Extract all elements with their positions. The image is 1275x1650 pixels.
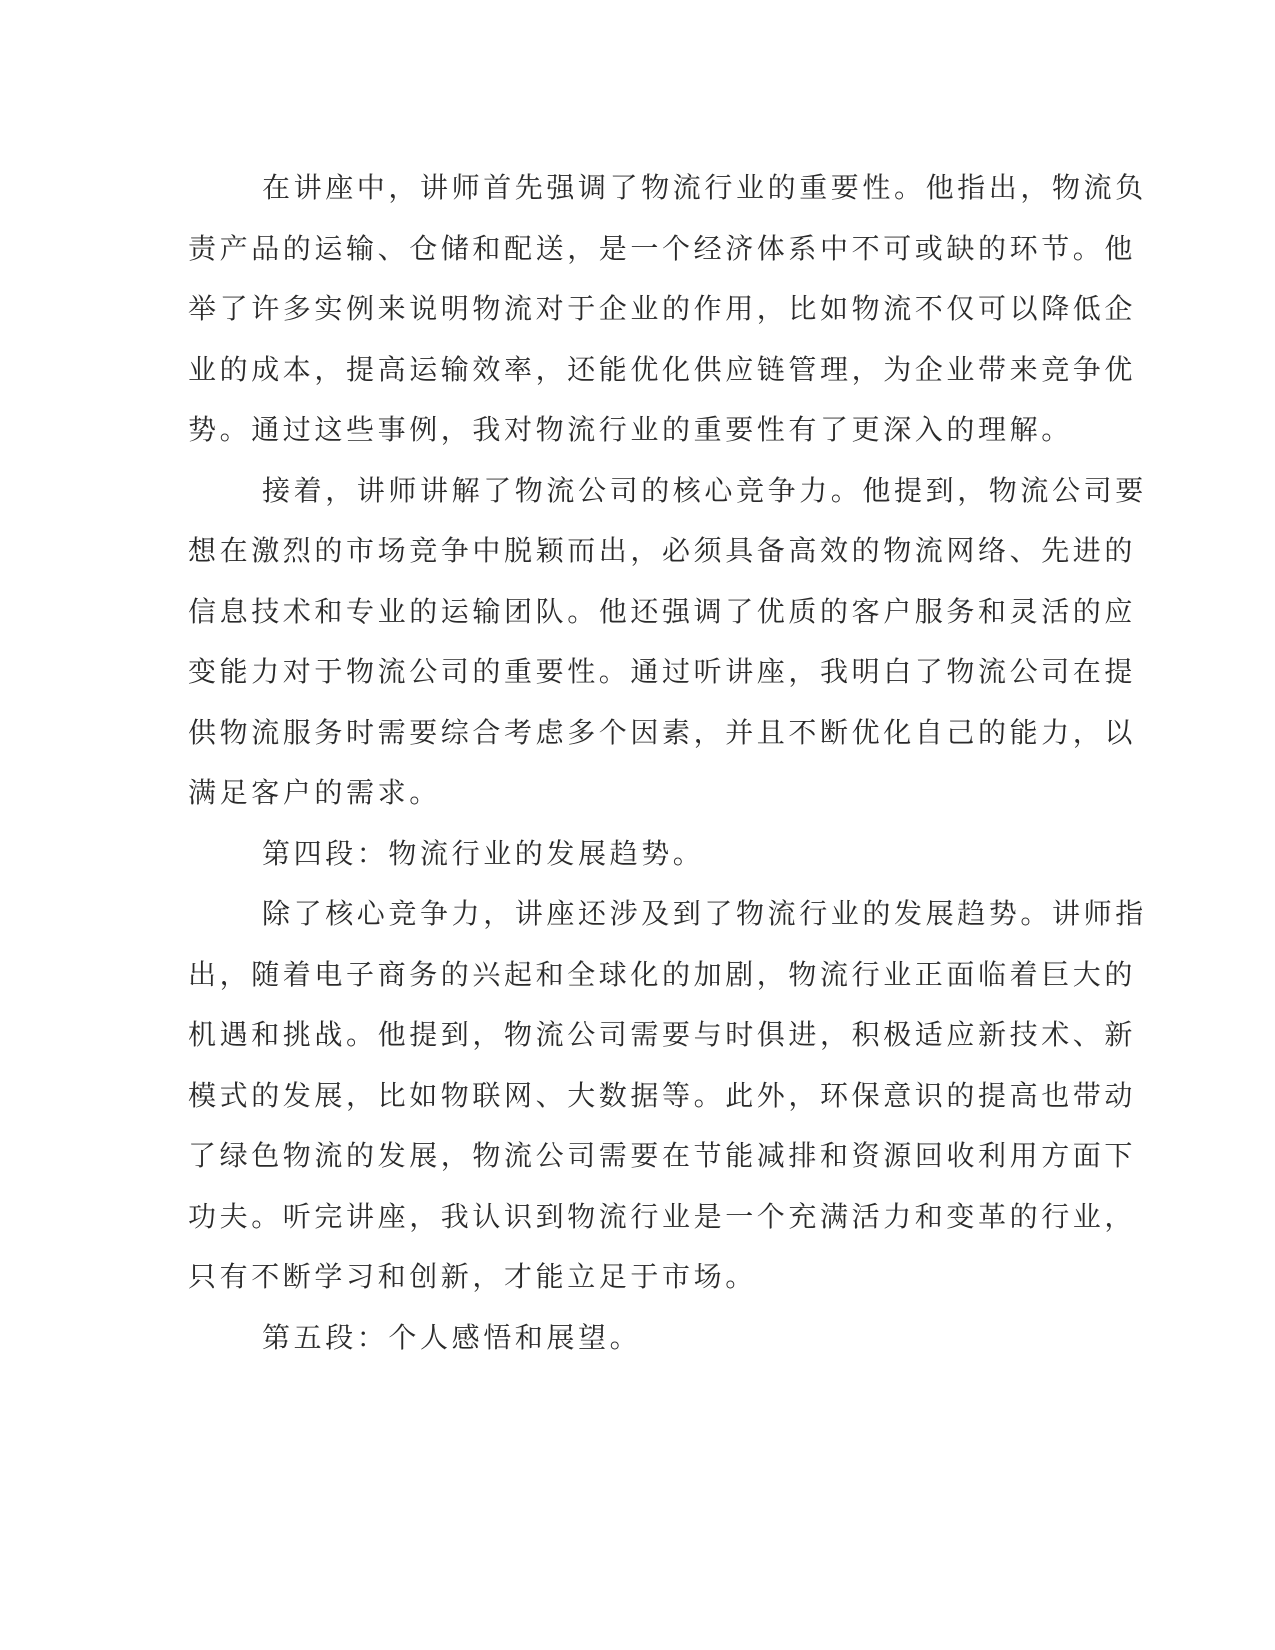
text-line: 责产品的运输、仓储和配送，是一个经济体系中不可或缺的环节。他 <box>188 231 1137 265</box>
text-line: 功夫。听完讲座，我认识到物流行业是一个充满活力和变革的行业， <box>188 1199 1137 1233</box>
text-line: 变能力对于物流公司的重要性。通过听讲座，我明白了物流公司在提 <box>188 655 1137 688</box>
text-line: 了绿色物流的发展，物流公司需要在节能减排和资源回收利用方面下 <box>188 1139 1137 1172</box>
text-line: 信息技术和专业的运输团队。他还强调了优质的客户服务和灵活的应 <box>188 594 1137 628</box>
document-body <box>188 158 1147 1368</box>
text-line: 供物流服务时需要综合考虑多个因素，并且不断优化自己的能力，以 <box>188 715 1137 749</box>
text-line: 出，随着电子商务的兴起和全球化的加剧，物流行业正面临着巨大的 <box>188 957 1137 991</box>
section-heading-four <box>188 824 1068 885</box>
section-heading-five <box>188 1308 1068 1369</box>
text-line: 第五段：个人感悟和展望。 <box>262 1320 642 1354</box>
paragraph-core-competitiveness <box>188 461 1147 824</box>
text-line: 举了许多实例来说明物流对于企业的作用，比如物流不仅可以降低企 <box>188 292 1137 325</box>
text-line: 接着，讲师讲解了物流公司的核心竞争力。他提到，物流公司要 <box>262 473 1147 507</box>
text-line: 想在激烈的市场竞争中脱颖而出，必须具备高效的物流网络、先进的 <box>188 534 1137 567</box>
text-line: 只有不断学习和创新，才能立足于市场。 <box>188 1260 757 1293</box>
paragraph-logistics-importance <box>188 158 1147 461</box>
text-line: 第四段：物流行业的发展趋势。 <box>262 836 705 870</box>
text-line: 模式的发展，比如物联网、大数据等。此外，环保意识的提高也带动 <box>188 1078 1137 1112</box>
text-line: 在讲座中，讲师首先强调了物流行业的重要性。他指出，物流负 <box>262 171 1147 204</box>
text-line: 势。通过这些事例，我对物流行业的重要性有了更深入的理解。 <box>188 413 1073 446</box>
text-line: 业的成本，提高运输效率，还能优化供应链管理，为企业带来竞争优 <box>188 352 1137 386</box>
text-line: 除了核心竞争力，讲座还涉及到了物流行业的发展趋势。讲师指 <box>262 897 1147 930</box>
paragraph-development-trends <box>188 884 1147 1308</box>
text-line: 满足客户的需求。 <box>188 776 441 809</box>
text-line: 机遇和挑战。他提到，物流公司需要与时俱进，积极适应新技术、新 <box>188 1018 1137 1051</box>
